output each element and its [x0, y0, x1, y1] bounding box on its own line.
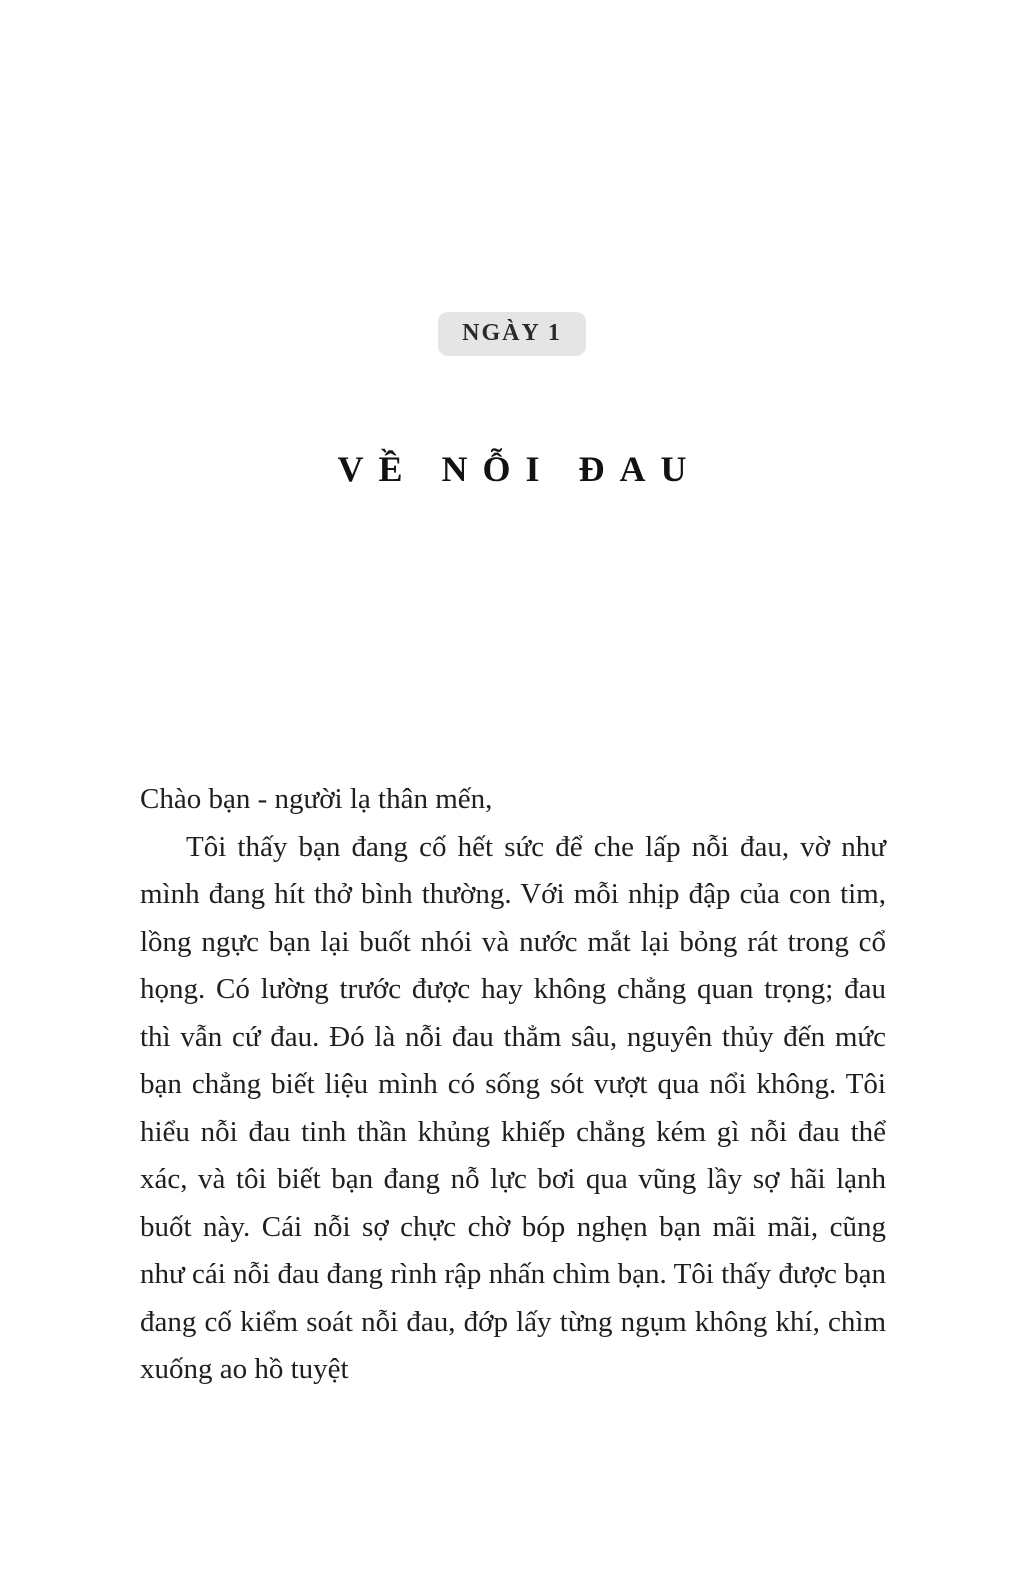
- day-badge: NGÀY 1: [438, 312, 586, 356]
- chapter-title: VỀ NỖI ĐAU: [337, 449, 702, 490]
- day-badge-row: [0, 0, 1024, 356]
- greeting-line: Chào bạn - người lạ thân mến,: [140, 783, 493, 816]
- body-paragraph: Tôi thấy bạn đang cố hết sức để che lấp nỗi đau, vờ như mình đang hít thở bình thường. Với mỗi nhịp đập của con tim, lồng ngực bạn lại buốt nhói và nước mắt lại bỏng rát trong cổ họng. Có lường trước được hay không chẳng quan trọng; đau thì vẫn cứ đau. Đó là nỗi đau thẳm sâu, nguyên thủy đến mức bạn chẳng biết liệu mình có sống sót vượt qua nổi không. Tôi hiểu nỗi đau tinh thần khủng khiếp chẳng kém gì nỗi đau thể xác, và tôi biết bạn đang nỗ lực bơi qua vũng lầy sợ hãi lạnh buốt này. Cái nỗi sợ chực chờ bóp nghẹn bạn mãi mãi, cũng như cái nỗi đau đang rình rập nhấn chìm bạn. Tôi thấy được bạn đang cố kiểm soát nỗi đau, đớp lấy từng ngụm không khí, chìm xuống ao hồ tuyệt: [140, 830, 886, 1386]
- body-text: [140, 776, 886, 1394]
